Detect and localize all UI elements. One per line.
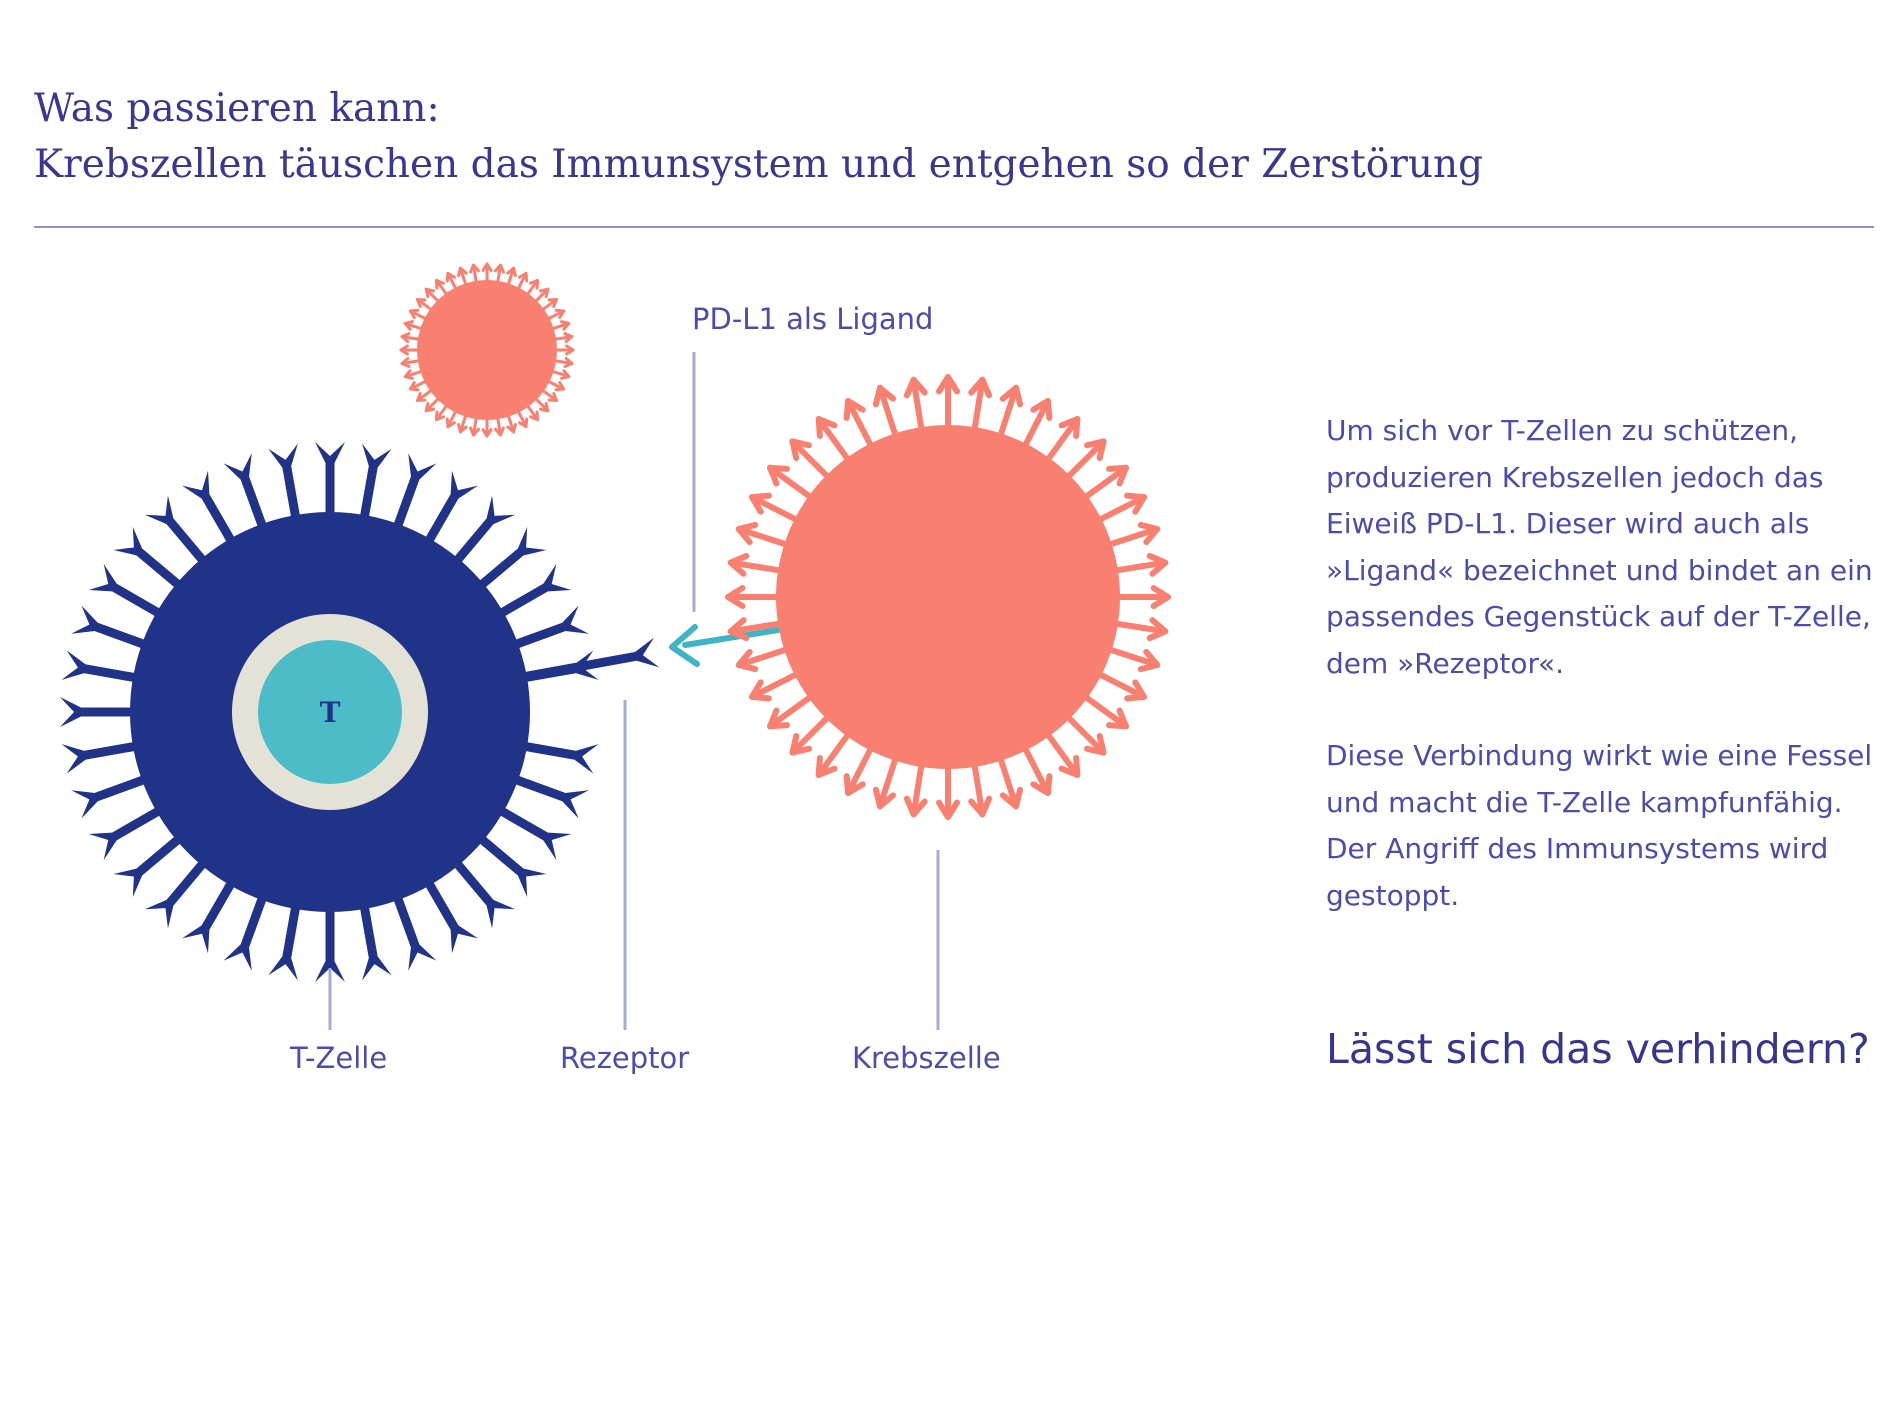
- t-cell-receptor: [61, 650, 136, 680]
- small-ligand-spike: [459, 268, 467, 285]
- t-cell-receptor: [480, 527, 546, 586]
- ligand-spike: [847, 401, 871, 446]
- ligand-spike: [1116, 556, 1165, 574]
- ligand-spike: [1086, 697, 1126, 726]
- t-cell-receptor: [397, 453, 436, 528]
- t-cell-receptor: [145, 862, 204, 928]
- cancer-cell: [776, 425, 1120, 769]
- t-cell-receptor: [362, 443, 392, 518]
- t-cell-receptor: [428, 471, 478, 543]
- small-ligand-spike: [410, 381, 426, 390]
- small-ligand-spike: [417, 299, 432, 310]
- small-ligand-spike: [447, 411, 456, 427]
- t-cell-receptor: [268, 905, 298, 980]
- ligand-spike: [939, 767, 957, 817]
- small-ligand-spike: [548, 310, 564, 319]
- ligand-spike: [1025, 748, 1049, 793]
- small-ligand-spike: [483, 264, 491, 282]
- t-cell-receptor: [61, 744, 136, 774]
- small-ligand-spike: [447, 273, 456, 289]
- ligand-spike: [728, 588, 778, 606]
- ligand-spike: [971, 380, 989, 429]
- t-cell-receptor: [114, 527, 180, 586]
- ligand-spike: [1001, 759, 1021, 807]
- small-ligand-spike: [471, 265, 479, 283]
- ligand-spike: [752, 496, 797, 520]
- ligand-spike: [819, 419, 848, 459]
- t-cell-receptor: [500, 810, 572, 860]
- ligand-spike: [1068, 441, 1103, 476]
- ligand-spike: [731, 556, 780, 574]
- t-cell-receptor: [315, 442, 345, 516]
- ligand-spike: [1116, 620, 1165, 638]
- rezeptor-label: Rezeptor: [560, 1041, 690, 1075]
- t-cell-receptor: [60, 697, 134, 727]
- t-cell-receptor: [182, 471, 232, 543]
- ligand-spike: [907, 765, 925, 814]
- ligand-spike: [792, 717, 827, 752]
- t-cell-receptor: [456, 862, 515, 928]
- ligand-spike: [1025, 401, 1049, 446]
- small-ligand-spike: [436, 280, 447, 295]
- small-ligand-spike: [552, 322, 569, 330]
- t-cell-receptor: [500, 564, 572, 614]
- ligand-spike: [1001, 388, 1021, 436]
- ligand-spike: [1110, 650, 1158, 670]
- t-cell-receptor: [89, 564, 161, 614]
- ligand-spike: [847, 748, 871, 793]
- small-ligand-spike: [402, 334, 420, 342]
- ligand-label: PD-L1 als Ligand: [692, 302, 934, 336]
- closing-question: Lässt sich das verhindern?: [1326, 1025, 1870, 1073]
- t-cell-receptor: [224, 453, 263, 528]
- ligand-spike: [770, 468, 810, 497]
- small-ligand-spike: [548, 381, 564, 390]
- t-cell-receptor: [224, 896, 263, 971]
- t-cell-receptor: [456, 496, 515, 562]
- ligand-spike: [1048, 735, 1077, 775]
- t-cell-receptor: [428, 882, 478, 954]
- small-ligand-spike: [496, 417, 504, 435]
- ligand-spike: [1048, 419, 1077, 459]
- t-cell-receptor: [182, 882, 232, 954]
- small-ligand-spike: [527, 280, 538, 295]
- t-cell-receptor: [71, 779, 146, 818]
- small-ligand-spike: [555, 346, 573, 354]
- ligand-spike: [792, 441, 827, 476]
- receptor-arm: [523, 638, 659, 677]
- t-cell-receptor: [514, 779, 589, 818]
- small-ligand-spike: [554, 334, 572, 342]
- ligand-spike: [819, 735, 848, 775]
- t-cell-receptor: [480, 838, 546, 897]
- small-ligand-spike: [496, 265, 504, 283]
- t-cell-receptor: [268, 443, 298, 518]
- t-cell-receptor: [514, 606, 589, 645]
- small-ligand-spike: [554, 359, 572, 367]
- krebszelle-label: Krebszelle: [852, 1041, 1001, 1075]
- small-ligand-spike: [518, 411, 527, 427]
- small-ligand-spike: [527, 405, 538, 420]
- t-cell-receptor: [71, 606, 146, 645]
- small-ligand-spike: [401, 346, 419, 354]
- ligand-spike: [876, 388, 896, 436]
- small-ligand-spike: [508, 268, 516, 285]
- small-cancer-cell: [417, 280, 557, 420]
- explanation-paragraph-2: Diese Verbindung wirkt wie eine Fessel und macht die T-Zelle kampfunfähig. Der Angriff des Immunsystems wird gestoppt.: [1326, 739, 1873, 912]
- ligand-spike: [1110, 525, 1158, 545]
- small-ligand-spike: [535, 289, 548, 302]
- small-ligand-spike: [459, 415, 467, 432]
- small-ligand-spike: [405, 371, 422, 379]
- ligand-spike: [1099, 496, 1144, 520]
- ligand-spike: [939, 377, 957, 427]
- explanation-paragraph-1: Um sich vor T-Zellen zu schützen, produzieren Krebszellen jedoch das Eiweiß PD-L1. Dieser wird auch als »Ligand« bezeichnet und bindet an ein passendes Gegenstück auf der T-Zelle, dem »Rezeptor«.: [1326, 414, 1873, 680]
- small-ligand-spike: [417, 390, 432, 401]
- ligand-spike: [739, 650, 787, 670]
- small-ligand-spike: [508, 415, 516, 432]
- title-line-1: Was passieren kann:: [34, 86, 440, 131]
- small-ligand-spike: [535, 398, 548, 411]
- small-ligand-spike: [542, 299, 557, 310]
- ligand-spike: [1118, 588, 1168, 606]
- t-cell-letter: T: [319, 696, 341, 729]
- small-ligand-spike: [410, 310, 426, 319]
- t-cell-receptor: [145, 496, 204, 562]
- ligand-spike: [876, 759, 896, 807]
- small-ligand-spike: [436, 405, 447, 420]
- ligand-spike: [907, 380, 925, 429]
- t-cell-label: T-Zelle: [290, 1041, 388, 1075]
- t-cell-receptor: [89, 810, 161, 860]
- t-cell-receptor: [114, 838, 180, 897]
- small-ligand-spike: [426, 398, 439, 411]
- ligand-spike: [1068, 717, 1103, 752]
- small-ligand-spike: [483, 418, 491, 436]
- t-cell-receptor: [362, 905, 392, 980]
- small-ligand-spike: [405, 322, 422, 330]
- ligand-spike: [1099, 674, 1144, 698]
- small-ligand-spike: [426, 289, 439, 302]
- t-cell-receptor: [523, 744, 598, 774]
- title-line-2: Krebszellen täuschen das Immunsystem und entgehen so der Zerstörung: [34, 142, 1484, 187]
- explanation-text: [1326, 408, 1886, 965]
- binding-receptor: [523, 638, 659, 677]
- ligand-spike: [971, 765, 989, 814]
- ligand-spike: [752, 674, 797, 698]
- small-ligand-spike: [542, 390, 557, 401]
- small-ligand-spike: [402, 359, 420, 367]
- ligand-spike: [739, 525, 787, 545]
- small-ligand-spike: [518, 273, 527, 289]
- small-ligand-spike: [552, 371, 569, 379]
- ligand-spike: [770, 697, 810, 726]
- small-ligand-spike: [471, 417, 479, 435]
- t-cell-receptor: [397, 896, 436, 971]
- ligand-spike: [1086, 468, 1126, 497]
